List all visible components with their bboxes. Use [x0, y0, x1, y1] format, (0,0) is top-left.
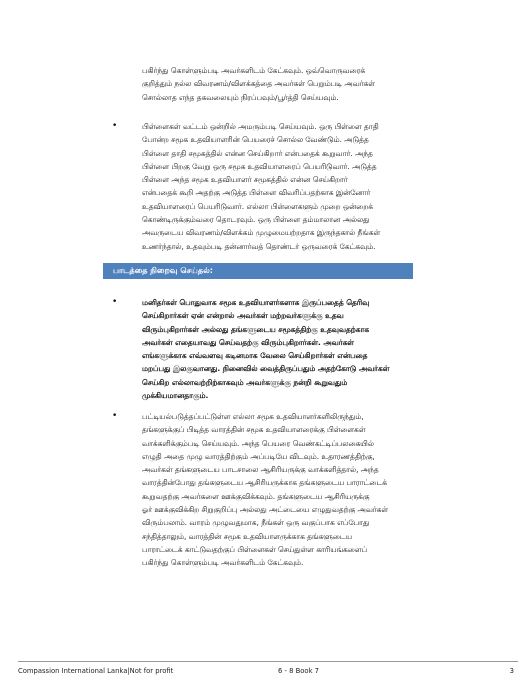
list-item-text: மனிதர்கள் பொதுவாக சமூக உதவியாளர்களாக இருப்பதைத் தெரிவு செய்கிறார்கள் ஏன் என்றால் அவர்கள் மற்றவர்களுக்கு உதவ விரும்புகிறார்கள் அல்லது தங்களுடைய சமூகத்திற்கு உதவுவதற்காக அவர்கள் எதையாவது செய்வதற்கு விரும்புகிறார்கள். அவர்கள் எங்களுக்காக எவ்வளவு கடினமாக வேலை செய்கிறார்கள் என்பதை மறப்பது இலகுவானது. நினைவில் வைத்திருப்பதும் அதற்கோடு அவர்கள் செய்கிற எல்லாவற்றிற்காகவும் அவர்களுக்கு நன்றி கூறுவதும் முக்கியமானதாகும்.: [142, 298, 390, 401]
list-item-text: பட்டியல்படுத்தப்பட்டுள்ள எல்லா சமூக உதவியாளர்களிலிருந்தும், தங்களுக்குப் பிடித்த வாரத்தின் சமூக உதவியாளரைக்கு பிள்ளைகள் வாக்களிக்கும்படி செய்யவும். அந்த பெயரை வெண்கட்டிப்பலகையில் எழுதி அதை முழு வாரத்திற்கும் அப்படியே விடவும். உதாரணத்திற்கு, அவர்கள் தங்களுடைய பாடசாலை ஆசிரியருக்கு வாக்களித்தால், அந்த வாரத்தின்போது தங்களுடைய ஆசிரியருக்காக தங்களுடைய பாராட்டைக் கூறுவதற்கு அவர்களை ஊக்குவிக்கவும். தங்களுடைய ஆசிரியருக்கு ஓர் ஊக்குவிக்கிற சிறுகுறிப்பு அல்லது அட்டையை எழுதுவதற்கு அவர்கள் விரும்பலாம். வாரம் முழுவதுமாக, நீங்கள் ஒரு வகுப்பாக எப்போது சந்தித்தாலும், வாரத்தின் சமூக உதவியாளருக்காக தங்களுடைய பாராட்டைக் காட்டுவதற்குப் பிள்ளைகள் செய்துள்ள காரியங்களைப் பகிர்ந்து கொள்ளும்படி அவர்களிடம் கேட்கவும்.: [142, 412, 389, 568]
bullet-icon: •: [112, 411, 118, 421]
footer-divider: [18, 661, 518, 662]
section-heading: பாடத்தை நிறைவு செய்தல்:: [113, 266, 213, 275]
page-footer: [18, 664, 518, 678]
intro-paragraph: பகிர்ந்து கொள்ளும்படி அவர்களிடம் கேட்கவும். ஒவ்வொருவரைக் குறித்தும் நல்ல விவரணம்/விளக்கத்தை அவர்கள் பெறும்படி அவர்கள் சொல்லாத எந்த தகவலையும் நிரப்பவும்/பூர்த்தி செய்யவும்.: [142, 66, 375, 102]
bullet-icon: •: [112, 297, 118, 307]
page-number: 3: [509, 667, 514, 675]
footer-organization: Compassion International Lanka|Not for profit: [18, 667, 174, 675]
list-item: [112, 410, 412, 570]
list-item: [112, 120, 412, 253]
bullet-icon: •: [112, 121, 118, 131]
list-item: [112, 296, 412, 402]
footer-book-label: 6 - 8 Book 7: [278, 667, 319, 675]
section-heading-bar: [103, 263, 413, 279]
list-item-text: பிள்ளைகள் வட்டம் ஒன்றில் அமரும்படி செய்யவும். ஒரு பிள்ளை தாதி போன்ற சமூக உதவியாளரின் பெயரைச் சொல்ல வேண்டும். அடுத்த பிள்ளை தாதி சமூகத்தில் என்ன செய்கிறார் என்பதைக் கூறுவார். அந்த பிள்ளை பிறகு வேறு ஒரு சமூக உதவியாளரைப் பெயரிடுவார். அடுத்த பிள்ளை அந்த சமூக உதவியாளர் சமூகத்தில் என்ன செய்கிறார் என்பதைக் கூறி அதற்கு அடுத்த பிள்ளை விவரிப்பதற்காக இன்னோர் உதவியாளரைப் பெயரிடுவார். எல்லா பிள்ளைகளும் முறை ஒன்றைக் கொண்டிருக்கும்வரை தொடரவும். ஒரு பிள்ளை தம்மாலான அல்லது அவருடைய விவரணம்/விளக்கம் முழுமையற்றதாக இருந்தகால் நீங்கள் உணர்ந்தால், உதவும்படி தன்னார்வத் தொண்டர் ஒருவரைக் கேட்கவும்.: [142, 122, 381, 251]
